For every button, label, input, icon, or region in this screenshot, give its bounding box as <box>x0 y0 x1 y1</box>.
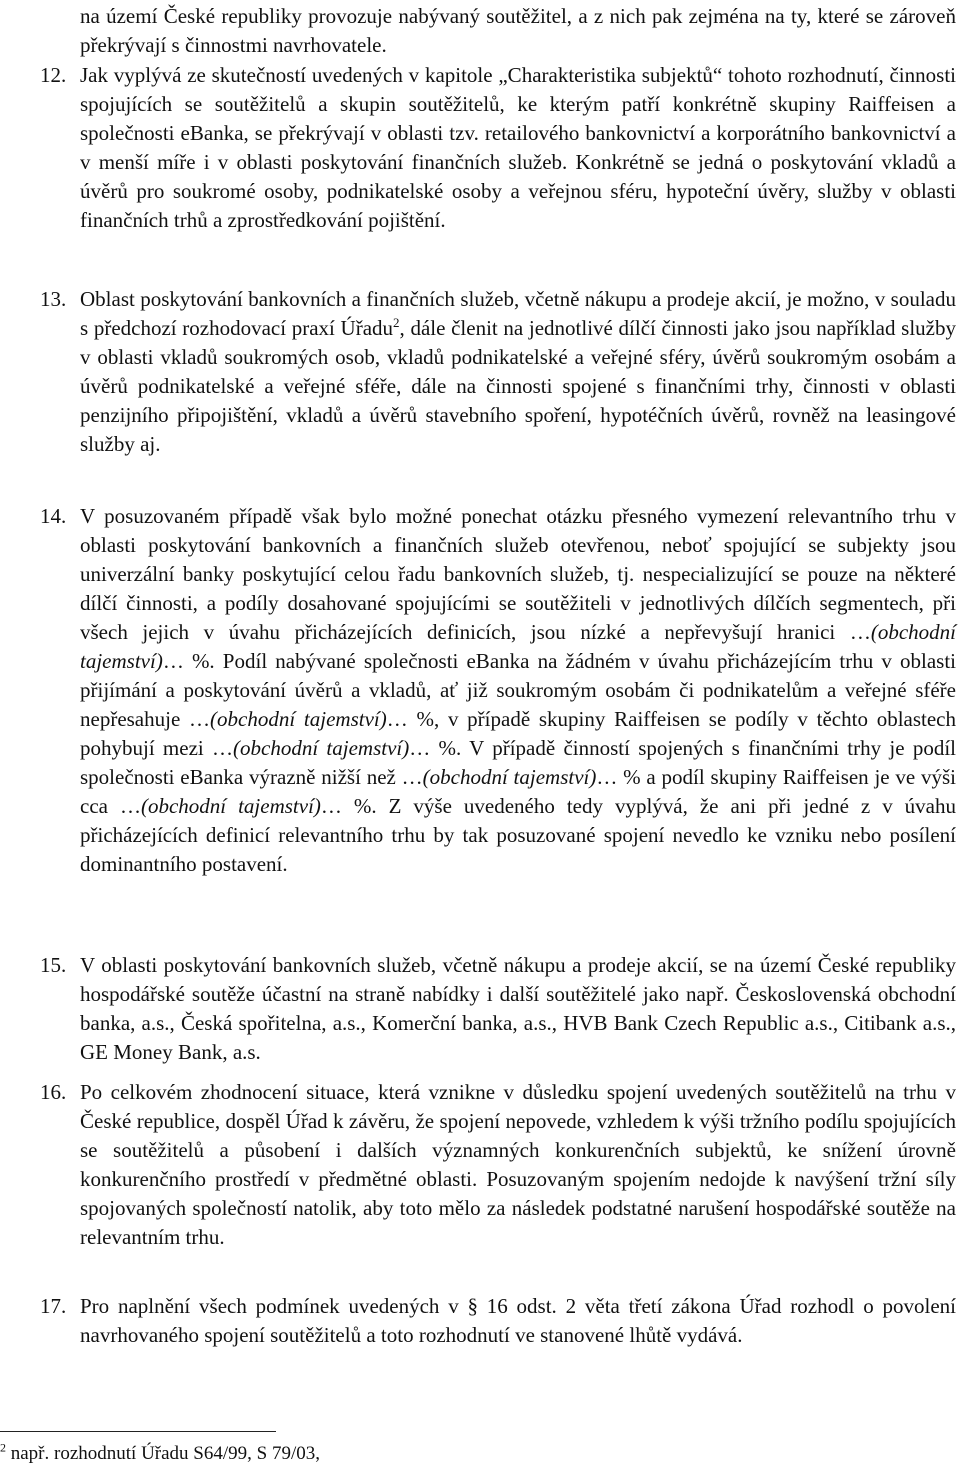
text-segment: … %, v případě skupiny Raiffeisen se podíly v těchto oblastech pohybují mezi … <box>80 707 956 760</box>
paragraph-number: 13. <box>40 287 67 311</box>
paragraph-number: 15. <box>40 953 67 977</box>
paragraph-number: 12. <box>40 63 67 87</box>
text-segment: … %. Z výše uvedeného tedy vyplývá, že ani při jedné z v úvahu přicházejících definicí relevantního trhu by tak posuzované spojení nevedlo ke vzniku nebo posílení dominantního postavení. <box>80 794 956 876</box>
paragraph-text: V oblasti poskytování bankovních služeb, včetně nákupu a prodeje akcií, se na území České republiky hospodářské soutěže účastní na straně nabídky i další soutěžitelé jako např. Československá obchodní banka, a.s., Česká spořitelna, a.s., Komerční banka, a.s., HVB Bank Czech Republic a.s., Citibank a.s., GE Money Bank, a.s. <box>80 953 956 1064</box>
footnote-reference[interactable]: 2 <box>393 315 400 330</box>
text-segment: V posuzovaném případě však bylo možné ponechat otázku přesného vymezení relevantního trhu v oblasti poskytování bankovních a finančních služeb otevřenou, neboť spojující se subjekty jsou univerzální banky poskytující celou řadu bankovních služeb, tj. nespecializující se pouze na některé dílčí činnosti, a podíly dosahované spojujícími se soutěžiteli v jednotlivých dílčích segmentech, při všech jejich v úvahu přicházejících definicích, jsou nízké a nepřevyšují hranici … <box>80 504 956 644</box>
footnote-number: 2 <box>0 1440 6 1455</box>
paragraph-text: Po celkovém zhodnocení situace, která vznikne v důsledku spojení uvedených soutěžitelů na trhu v České republice, dospěl Úřad k závěru, že spojení nepovede, vzhledem k výši tržního podílu spojujících se soutěžitelů a působení i dalších významných konkurenčních subjektů, ke snížení úrovně konkurenčního prostředí v předmětné oblasti. Posuzovaným spojením nedojde k navýšení tržní síly spojovaných společností natolik, aby toto mělo za následek podstatné narušení hospodářské soutěže na relevantním trhu. <box>80 1080 956 1249</box>
trade-secret-redaction: (obchodní tajemství) <box>422 765 597 789</box>
paragraph-text <box>80 285 956 459</box>
text-segment: … %. Podíl nabývané společnosti eBanka na žádném v úvahu přicházejícím trhu v oblasti přijímání a poskytování úvěrů a vkladů, ať již soukromým osobám či podnikatelům a veřejné sféře nepřesahuje … <box>80 649 956 731</box>
paragraph-number: 14. <box>40 504 67 528</box>
paragraph-text <box>80 502 956 879</box>
text-segment: Oblast poskytování bankovních a finančních služeb, včetně nákupu a prodeje akcií, je možno, v souladu s předchozí rozhodovací praxí Úřadu <box>80 287 956 340</box>
trade-secret-redaction: (obchodní tajemství) <box>233 736 410 760</box>
footnote <box>0 1442 320 1466</box>
text-segment: … %. V případě činností spojených s finančními trhy je podíl společnosti eBanka výrazně nižší než … <box>80 736 956 789</box>
trade-secret-redaction: (obchodní tajemství) <box>140 794 321 818</box>
paragraph-number: 17. <box>40 1294 67 1318</box>
paragraph-text: Pro naplnění všech podmínek uvedených v § 16 odst. 2 věta třetí zákona Úřad rozhodl o povolení navrhovaného spojení soutěžitelů a toto rozhodnutí ve stanovené lhůtě vydává. <box>80 1294 956 1347</box>
paragraph-text: Jak vyplývá ze skutečností uvedených v kapitole „Charakteristika subjektů“ tohoto rozhodnutí, činnosti spojujících se soutěžitelů a skupin soutěžitelů, ke kterým patří konkrétně skupiny Raiffeisen a společnosti eBanka, se překrývají v oblasti tzv. retailového bankovnictví a korporátního bankovnictví a v menší míře i v oblasti poskytování finančních služeb. Konkrétně se jedná o poskytování vkladů a úvěrů pro soukromé osoby, podnikatelské osoby a veřejnou sféru, hypoteční úvěry, služby v oblasti finančních trhů a zprostředkování pojištění. <box>80 63 956 232</box>
paragraph-number: 16. <box>40 1080 67 1104</box>
footnote-text: např. rozhodnutí Úřadu S64/99, S 79/03, <box>10 1443 321 1464</box>
footnote-separator <box>0 1431 276 1432</box>
text-segment: … % a podíl skupiny Raiffeisen je ve výši cca … <box>80 765 957 818</box>
intro-paragraph: na území České republiky provozuje nabývaný soutěžitel, a z nich pak zejména na ty, které se zároveň překrývají s činnostmi navrhovatele. <box>80 4 956 57</box>
trade-secret-redaction: (obchodní tajemství) <box>80 620 956 673</box>
text-segment: , dále členit na jednotlivé dílčí činnosti jako jsou například služby v oblasti vkladů soukromých osob, vkladů podnikatelské a veřejné sféry, úvěrů soukromým osobám a úvěrů podnikatelské a veřejné sféře, dále na činnosti spojené s finančními trhy, činnosti v oblasti penzijního připojištění, vkladů a úvěrů stavebního spoření, hypotéčních úvěrů, rovněž na leasingové služby aj. <box>80 316 956 456</box>
trade-secret-redaction: (obchodní tajemství) <box>210 707 387 731</box>
